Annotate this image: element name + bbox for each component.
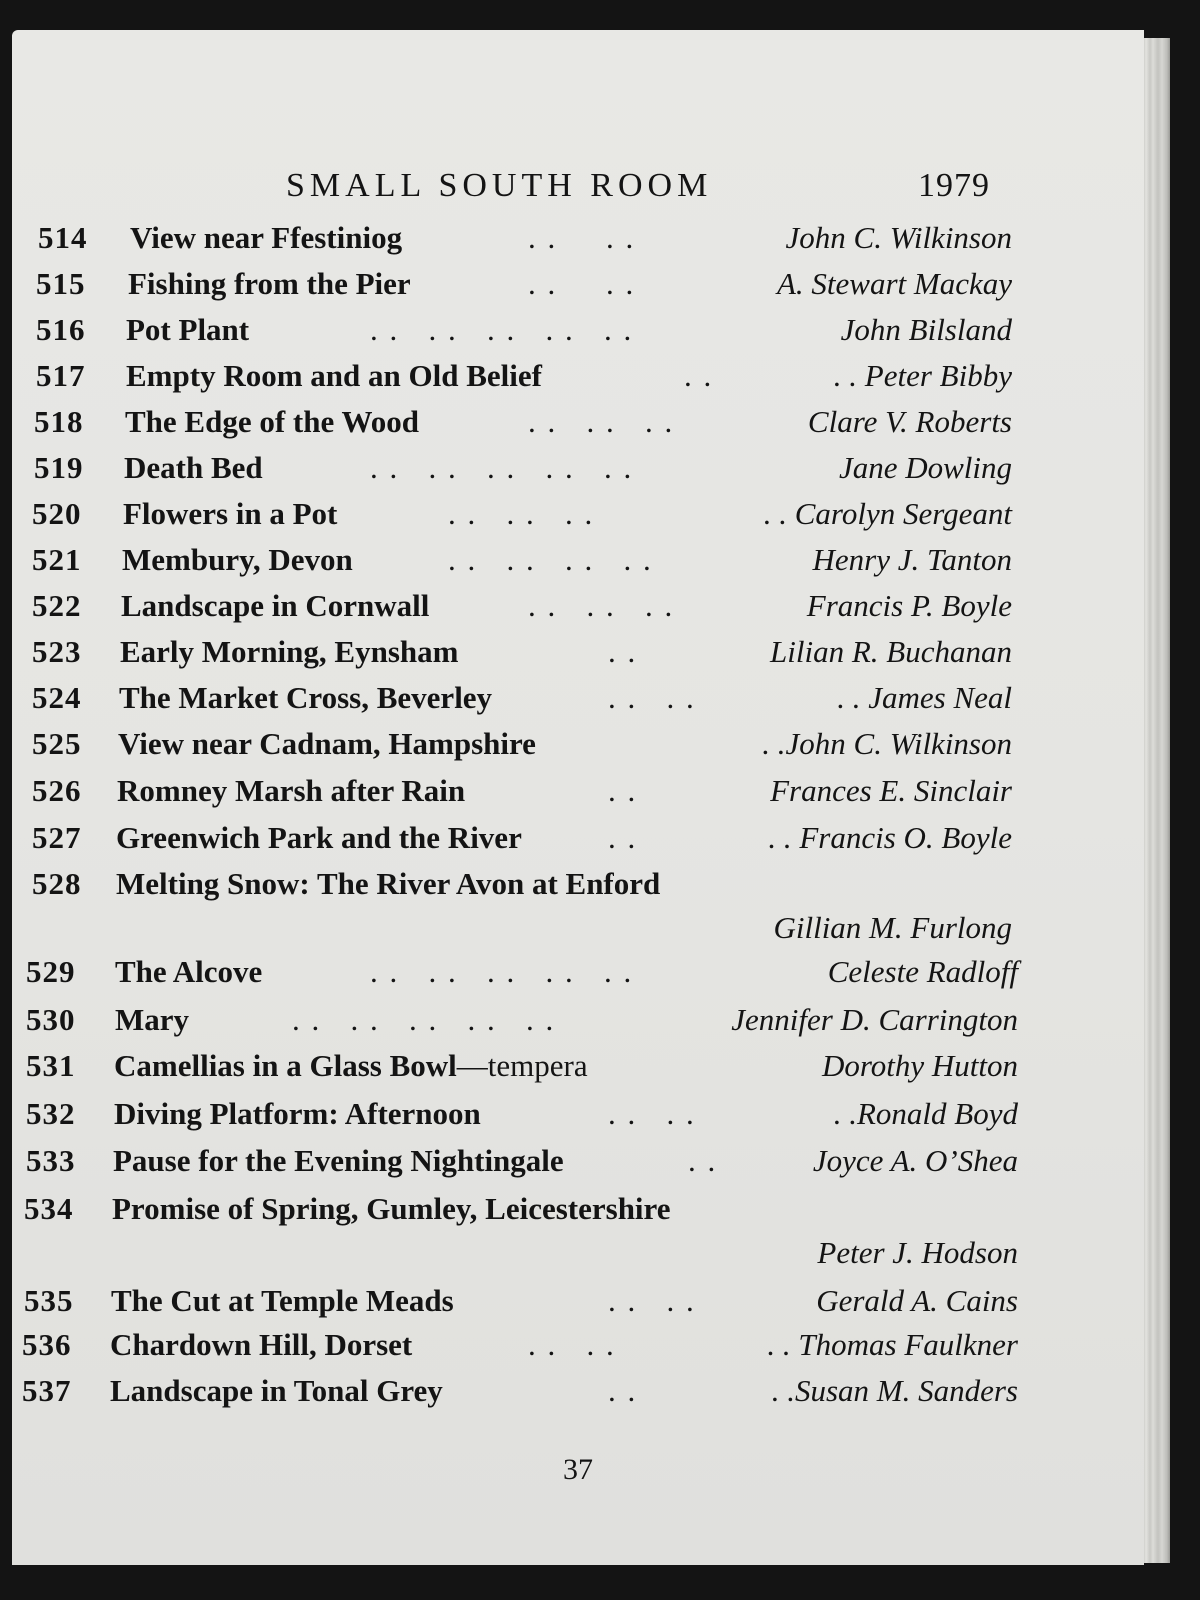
leader-dots: . . . .	[528, 1327, 616, 1362]
entry-title-text: Early Morning, Eynsham	[120, 634, 459, 669]
catalogue-entry	[12, 1369, 1144, 1413]
entry-title-text: Pause for the Evening Nightingale	[113, 1143, 564, 1178]
catalogue-entry	[12, 354, 1144, 398]
entry-title	[115, 950, 262, 994]
entry-title	[114, 1044, 588, 1088]
entry-title-text: Diving Platform: Afternoon	[114, 1096, 481, 1131]
entry-number: 533	[26, 1143, 76, 1178]
entry-title-text: Pot Plant	[126, 312, 250, 347]
entry-number: 524	[32, 680, 82, 715]
entry-title	[126, 308, 249, 352]
entry-number: 519	[34, 450, 84, 485]
entry-title-text: The Alcove	[115, 954, 263, 989]
entry-number: 521	[32, 542, 82, 577]
artist-name: Lilian R. Buchanan	[770, 634, 1012, 669]
page-header	[12, 132, 1144, 204]
artist-name: Francis P. Boyle	[806, 588, 1012, 623]
artist-name: Henry J. Tanton	[812, 542, 1012, 577]
entry-title-text: The Edge of the Wood	[125, 404, 419, 439]
entry-number: 529	[26, 954, 76, 989]
artist-continuation	[12, 906, 1144, 950]
entry-title-text: The Cut at Temple Meads	[111, 1283, 454, 1318]
entry-number: 525	[32, 726, 82, 761]
leader-dots: . . . .	[528, 220, 636, 255]
entry-title	[115, 998, 189, 1042]
catalogue-entry	[12, 538, 1144, 582]
artist-name: John C. Wilkinson	[785, 220, 1012, 255]
leader-dots: . . . . . .	[448, 496, 595, 531]
entry-title-text: Camellias in a Glass Bowl	[114, 1048, 457, 1083]
catalogue-entry	[12, 446, 1144, 490]
catalogue-entry	[12, 862, 1144, 906]
catalogue-entry	[12, 1092, 1144, 1136]
catalogue-entry	[12, 630, 1144, 674]
artist-name: . . James Neal	[837, 680, 1012, 715]
entry-title	[124, 446, 263, 490]
entry-title	[125, 400, 419, 444]
entry-title-text: Landscape in Cornwall	[121, 588, 430, 623]
entry-title	[110, 1369, 443, 1413]
entry-number: 528	[32, 866, 82, 901]
leader-dots: . . . .	[608, 1096, 696, 1131]
entry-title	[111, 1279, 454, 1323]
catalogue-entry	[12, 1139, 1144, 1183]
leader-dots: . . . . . . . . . .	[370, 312, 634, 347]
entry-title-text: Melting Snow: The River Avon at Enford	[116, 866, 661, 901]
entry-number: 537	[22, 1373, 72, 1408]
leader-dots: . .	[608, 820, 638, 855]
entry-number: 526	[32, 773, 82, 808]
leader-dots: . .	[684, 358, 714, 393]
entry-number: 515	[36, 266, 86, 301]
room-title: SMALL SOUTH ROOM	[286, 167, 713, 204]
artist-name: Clare V. Roberts	[807, 404, 1012, 439]
leader-dots: . . . . . .	[528, 404, 675, 439]
artist-name: . . Francis O. Boyle	[768, 820, 1012, 855]
leader-dots: . . . .	[528, 266, 636, 301]
artist-name: . . Peter Bibby	[833, 358, 1012, 393]
artist-name: Gillian M. Furlong	[773, 910, 1012, 945]
catalogue-entry	[12, 400, 1144, 444]
artist-name: . .Susan M. Sanders	[771, 1373, 1018, 1408]
entry-number: 518	[34, 404, 84, 439]
catalogue-entry	[12, 584, 1144, 628]
entry-title-text: Fishing from the Pier	[128, 266, 411, 301]
entry-title-text: Greenwich Park and the River	[116, 820, 522, 855]
entry-title	[118, 722, 536, 766]
artist-name: Jennifer D. Carrington	[731, 1002, 1018, 1037]
entry-number: 531	[26, 1048, 76, 1083]
entry-number: 527	[32, 820, 82, 855]
leader-dots: . .	[688, 1143, 718, 1178]
artist-name: John Bilsland	[840, 312, 1012, 347]
leader-dots: . .	[608, 773, 638, 808]
entry-number: 516	[36, 312, 86, 347]
entry-title-text: Empty Room and an Old Belief	[126, 358, 542, 393]
entry-number: 522	[32, 588, 82, 623]
catalogue-entry	[12, 308, 1144, 352]
catalogue-entry	[12, 816, 1144, 860]
page-edge	[1140, 38, 1170, 1563]
artist-name: Jane Dowling	[838, 450, 1012, 485]
entry-title-text: Membury, Devon	[122, 542, 353, 577]
entry-title	[110, 1323, 412, 1367]
entry-title	[114, 1092, 481, 1136]
page-number: 37	[563, 1453, 593, 1486]
entry-title	[122, 538, 353, 582]
entry-number: 523	[32, 634, 82, 669]
entry-title	[120, 630, 458, 674]
catalogue-entry	[12, 1044, 1144, 1088]
catalogue-entry	[12, 492, 1144, 536]
artist-name: . .Ronald Boyd	[833, 1096, 1018, 1131]
artist-name: . . Carolyn Sergeant	[763, 496, 1012, 531]
entry-title	[117, 769, 465, 813]
catalogue-entry	[12, 722, 1144, 766]
entry-title	[121, 584, 429, 628]
catalogue-entry	[12, 769, 1144, 813]
leader-dots: . . . . . . . . . .	[370, 954, 634, 989]
entry-title-text: Landscape in Tonal Grey	[110, 1373, 443, 1408]
catalogue-entry	[12, 262, 1144, 306]
entry-number: 532	[26, 1096, 76, 1131]
artist-name: . . Thomas Faulkner	[767, 1327, 1018, 1362]
entry-title	[113, 1139, 564, 1183]
artist-name: A. Stewart Mackay	[776, 266, 1012, 301]
entry-title	[116, 862, 660, 906]
entry-title	[126, 354, 542, 398]
entry-number: 517	[36, 358, 86, 393]
catalogue-entry	[12, 998, 1144, 1042]
entry-number: 530	[26, 1002, 76, 1037]
catalogue-page	[12, 30, 1144, 1565]
entry-number: 520	[32, 496, 82, 531]
catalogue-entry	[12, 676, 1144, 720]
artist-name: Dorothy Hutton	[821, 1048, 1018, 1083]
entry-title-text: View near Cadnam, Hampshire	[118, 726, 536, 761]
entry-title	[128, 262, 411, 306]
leader-dots: . . . . . .	[528, 588, 675, 623]
artist-name: Frances E. Sinclair	[770, 773, 1012, 808]
artist-name: Gerald A. Cains	[816, 1283, 1018, 1318]
leader-dots: . .	[608, 1373, 638, 1408]
entry-title-text: The Market Cross, Beverley	[119, 680, 493, 715]
entry-title-text: Chardown Hill, Dorset	[110, 1327, 413, 1362]
entry-title	[130, 216, 402, 260]
entry-title-text: Romney Marsh after Rain	[117, 773, 466, 808]
artist-name: . .John C. Wilkinson	[762, 726, 1012, 761]
leader-dots: . . . .	[608, 680, 696, 715]
entry-number: 514	[38, 220, 88, 255]
entry-title	[112, 1187, 671, 1231]
leader-dots: . . . . . . . . . .	[370, 450, 634, 485]
catalogue-entry	[12, 216, 1144, 260]
artist-continuation	[12, 1231, 1144, 1275]
entry-title	[123, 492, 337, 536]
catalogue-entry	[12, 1323, 1144, 1367]
entry-title-text: Death Bed	[124, 450, 263, 485]
year: 1979	[918, 167, 990, 204]
leader-dots: . .	[608, 634, 638, 669]
entry-title-text: Flowers in a Pot	[123, 496, 338, 531]
artist-name: Peter J. Hodson	[817, 1235, 1018, 1270]
catalogue-entry	[12, 1187, 1144, 1231]
leader-dots: . . . . . . . . . .	[292, 1002, 556, 1037]
catalogue-entry	[12, 950, 1144, 994]
entry-medium: —tempera	[456, 1048, 588, 1083]
entry-title-text: Promise of Spring, Gumley, Leicestershire	[112, 1191, 671, 1226]
entry-number: 535	[24, 1283, 74, 1318]
catalogue-entry	[12, 1279, 1144, 1323]
artist-name: Joyce A. O’Shea	[812, 1143, 1018, 1178]
entry-title	[116, 816, 522, 860]
leader-dots: . . . . . . . .	[448, 542, 653, 577]
artist-name: Celeste Radloff	[827, 954, 1018, 989]
entry-title-text: View near Ffestiniog	[130, 220, 403, 255]
leader-dots: . . . .	[608, 1283, 696, 1318]
entry-number: 534	[24, 1191, 74, 1226]
entry-title	[119, 676, 492, 720]
entry-title-text: Mary	[115, 1002, 190, 1037]
entry-number: 536	[22, 1327, 72, 1362]
